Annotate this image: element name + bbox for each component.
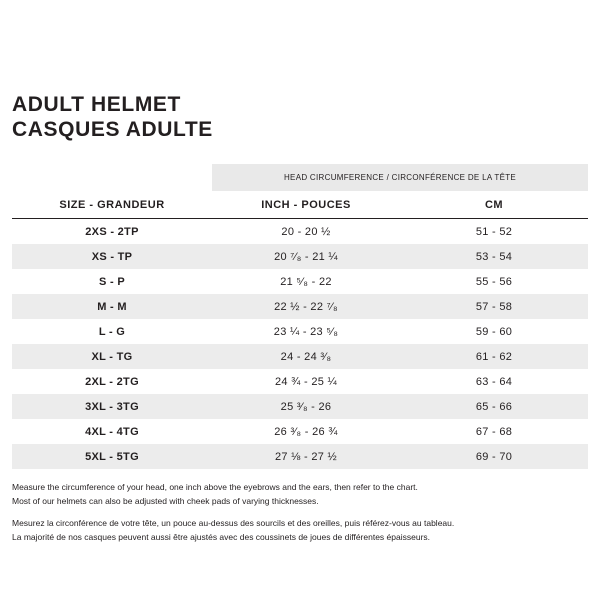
table-column-header-row — [12, 191, 588, 219]
note-fr-line-2: La majorité de nos casques peuvent aussi être ajustés avec des coussinets de joues de différentes épaisseurs. — [12, 531, 431, 542]
cell-cm: 59 - 60 — [400, 319, 588, 344]
cell-size: XS - TP — [12, 244, 212, 269]
column-header-cm: CM — [400, 191, 588, 219]
table-row — [12, 344, 588, 369]
cell-cm: 51 - 52 — [400, 219, 588, 245]
notes-gap — [12, 508, 588, 517]
cell-size: 5XL - 5TG — [12, 444, 212, 469]
cell-inch: 27 ⅛ - 27 ½ — [212, 444, 400, 469]
note-fr-line-1: Mesurez la circonférence de votre tête, un pouce au-dessus des sourcils et des oreilles, puis référez-vous au tableau. — [12, 518, 455, 528]
page-title — [12, 0, 588, 142]
table-row — [12, 269, 588, 294]
cell-inch: 21 ⁵⁄₈ - 22 — [212, 269, 400, 294]
cell-inch: 24 - 24 ³⁄₈ — [212, 344, 400, 369]
page-title-line-1: ADULT HELMET — [12, 93, 181, 116]
cell-size: L - G — [12, 319, 212, 344]
table-row — [12, 294, 588, 319]
column-header-inch: INCH - POUCES — [212, 191, 400, 219]
cell-cm: 67 - 68 — [400, 419, 588, 444]
table-row — [12, 394, 588, 419]
cell-inch: 25 ³⁄₈ - 26 — [212, 394, 400, 419]
column-header-size: SIZE - GRANDEUR — [12, 191, 212, 219]
cell-size: 3XL - 3TG — [12, 394, 212, 419]
cell-cm: 53 - 54 — [400, 244, 588, 269]
table-row — [12, 244, 588, 269]
table-row — [12, 319, 588, 344]
cell-cm: 55 - 56 — [400, 269, 588, 294]
size-chart-table — [12, 164, 588, 469]
table-row — [12, 369, 588, 394]
group-header-label: HEAD CIRCUMFERENCE / CIRCONFÉRENCE DE LA TÊTE — [212, 164, 588, 191]
note-en-line-2: Most of our helmets can also be adjusted with cheek pads of varying thicknesses. — [12, 495, 319, 506]
cell-size: XL - TG — [12, 344, 212, 369]
table-row — [12, 419, 588, 444]
chart-notes — [12, 481, 588, 544]
cell-inch: 22 ½ - 22 ⁷⁄₈ — [212, 294, 400, 319]
table-group-header-row — [12, 164, 588, 191]
cell-inch: 24 ¾ - 25 ¼ — [212, 369, 400, 394]
cell-inch: 20 - 20 ½ — [212, 219, 400, 245]
cell-size: M - M — [12, 294, 212, 319]
cell-size: 4XL - 4TG — [12, 419, 212, 444]
cell-cm: 69 - 70 — [400, 444, 588, 469]
cell-inch: 20 ⁷⁄₈ - 21 ¼ — [212, 244, 400, 269]
group-header-spacer — [12, 164, 212, 191]
cell-inch: 23 ¼ - 23 ⁵⁄₈ — [212, 319, 400, 344]
table-row — [12, 444, 588, 469]
cell-inch: 26 ³⁄₈ - 26 ¾ — [212, 419, 400, 444]
cell-cm: 61 - 62 — [400, 344, 588, 369]
note-en-line-1: Measure the circumference of your head, one inch above the eyebrows and the ears, then refer to the chart. — [12, 482, 418, 492]
cell-cm: 57 - 58 — [400, 294, 588, 319]
cell-size: 2XS - 2TP — [12, 219, 212, 245]
cell-cm: 63 - 64 — [400, 369, 588, 394]
page-title-line-2: CASQUES ADULTE — [12, 118, 213, 141]
cell-cm: 65 - 66 — [400, 394, 588, 419]
cell-size: 2XL - 2TG — [12, 369, 212, 394]
cell-size: S - P — [12, 269, 212, 294]
table-row — [12, 219, 588, 245]
